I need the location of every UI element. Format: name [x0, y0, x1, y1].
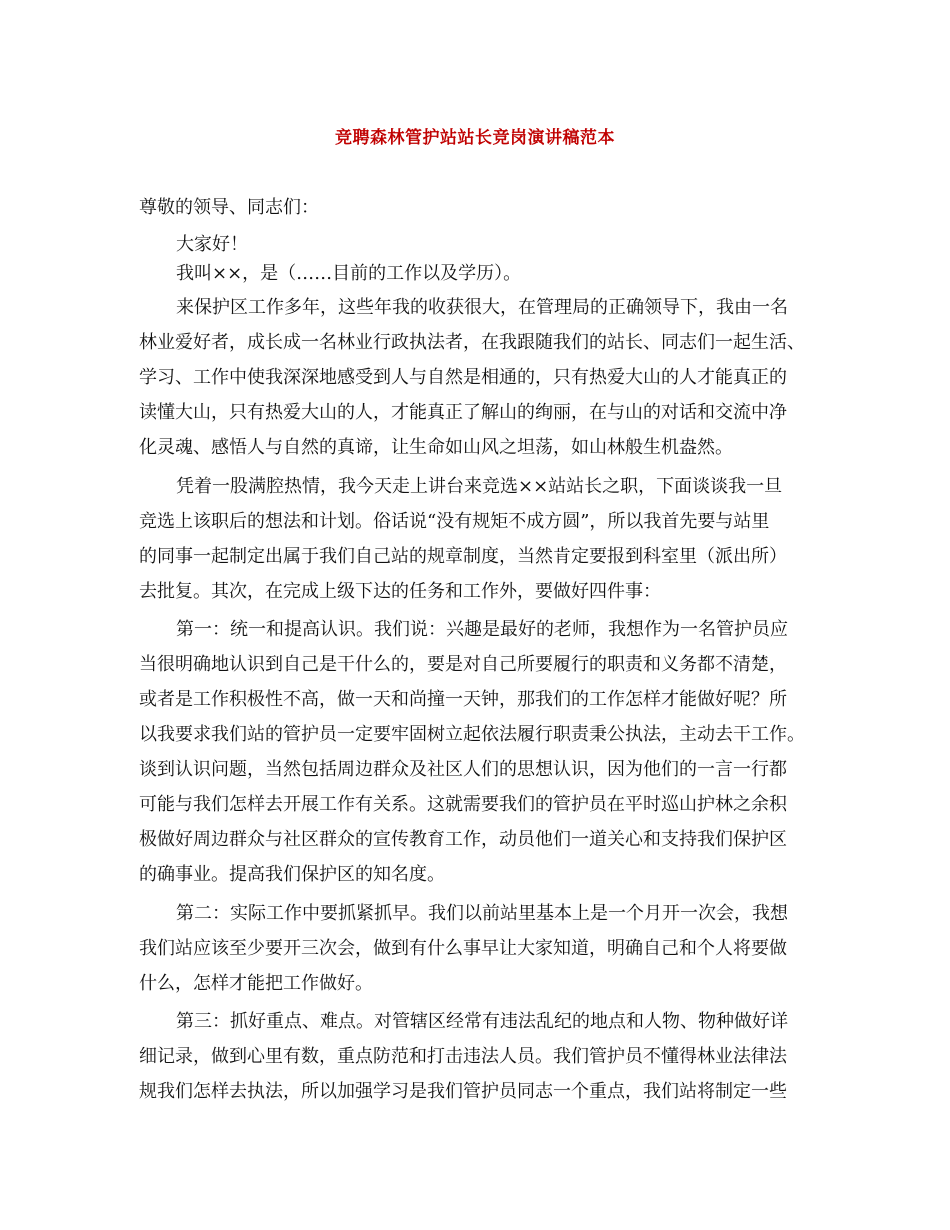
- paragraph-line: 我们站应该至少要开三次会，做到有什么事早让大家知道，明确自己和个人将要做: [139, 938, 787, 959]
- document-title: 竞聘森林管护站站长竞岗演讲稿范本: [335, 128, 615, 148]
- paragraph-line: 第一：统一和提高认识。我们说：兴趣是最好的老师，我想作为一名管护员应: [176, 619, 788, 640]
- paragraph-line: 来保护区工作多年，这些年我的收获很大，在管理局的正确领导下，我由一名: [176, 297, 788, 318]
- paragraph-line: 规我们怎样去执法，所以加强学习是我们管护员同志一个重点，我们站将制定一些: [139, 1081, 787, 1102]
- paragraph-line: 林业爱好者，成长成一名林业行政执法者，在我跟随我们的站长、同志们一起生活、: [139, 332, 805, 353]
- paragraph-line: 第三：抓好重点、难点。对管辖区经常有违法乱纪的地点和人物、物种做好详: [176, 1011, 788, 1032]
- paragraph-line: 第二：实际工作中要抓紧抓早。我们以前站里基本上是一个月开一次会，我想: [176, 903, 788, 924]
- paragraph-line: 读懂大山，只有热爱大山的人，才能真正了解山的绚丽，在与山的对话和交流中净: [139, 402, 787, 423]
- paragraph-line: 去批复。其次，在完成上级下达的任务和工作外，要做好四件事：: [139, 581, 661, 602]
- paragraph-line: 谈到认识问题，当然包括周边群众及社区人们的思想认识，因为他们的一言一行都: [139, 759, 787, 780]
- paragraph-line: 以我要求我们站的管护员一定要牢固树立起依法履行职责秉公执法，主动去干工作。: [139, 724, 805, 745]
- paragraph-line: 凭着一股满腔热情，我今天走上讲台来竞选××站站长之职，下面谈谈我一旦: [176, 476, 783, 497]
- paragraph-line: 可能与我们怎样去开展工作有关系。这就需要我们的管护员在平时巡山护林之余积: [139, 794, 787, 815]
- paragraph-line: 细记录，做到心里有数，重点防范和打击违法人员。我们管护员不懂得林业法律法: [139, 1046, 787, 1067]
- paragraph-line: 极做好周边群众与社区群众的宣传教育工作，动员他们一道关心和支持我们保护区: [139, 829, 787, 850]
- intro-line: 我叫××，是（……目前的工作以及学历）。: [176, 263, 522, 284]
- paragraph-line: 或者是工作积极性不高，做一天和尚撞一天钟，那我们的工作怎样才能做好呢？所: [139, 689, 787, 710]
- paragraph-line: 当很明确地认识到自己是干什么的，要是对自己所要履行的职责和义务都不清楚，: [139, 654, 787, 675]
- paragraph-line: 的确事业。提高我们保护区的知名度。: [139, 864, 445, 885]
- greeting-line: 大家好！: [176, 234, 248, 255]
- paragraph-line: 化灵魂、感悟人与自然的真谛，让生命如山风之坦荡，如山林般生机盎然。: [139, 437, 733, 458]
- paragraph-line: 竞选上该职后的想法和计划。俗话说“没有规矩不成方圆”，所以我首先要与站里: [139, 511, 770, 532]
- paragraph-line: 的同事一起制定出属于我们自己站的规章制度，当然肯定要报到科室里（派出所）: [139, 546, 787, 567]
- paragraph-line: 什么，怎样才能把工作做好。: [139, 973, 373, 994]
- salutation-line: 尊敬的领导、同志们：: [139, 197, 319, 218]
- paragraph-line: 学习、工作中使我深深地感受到人与自然是相通的，只有热爱大山的人才能真正的: [139, 367, 787, 388]
